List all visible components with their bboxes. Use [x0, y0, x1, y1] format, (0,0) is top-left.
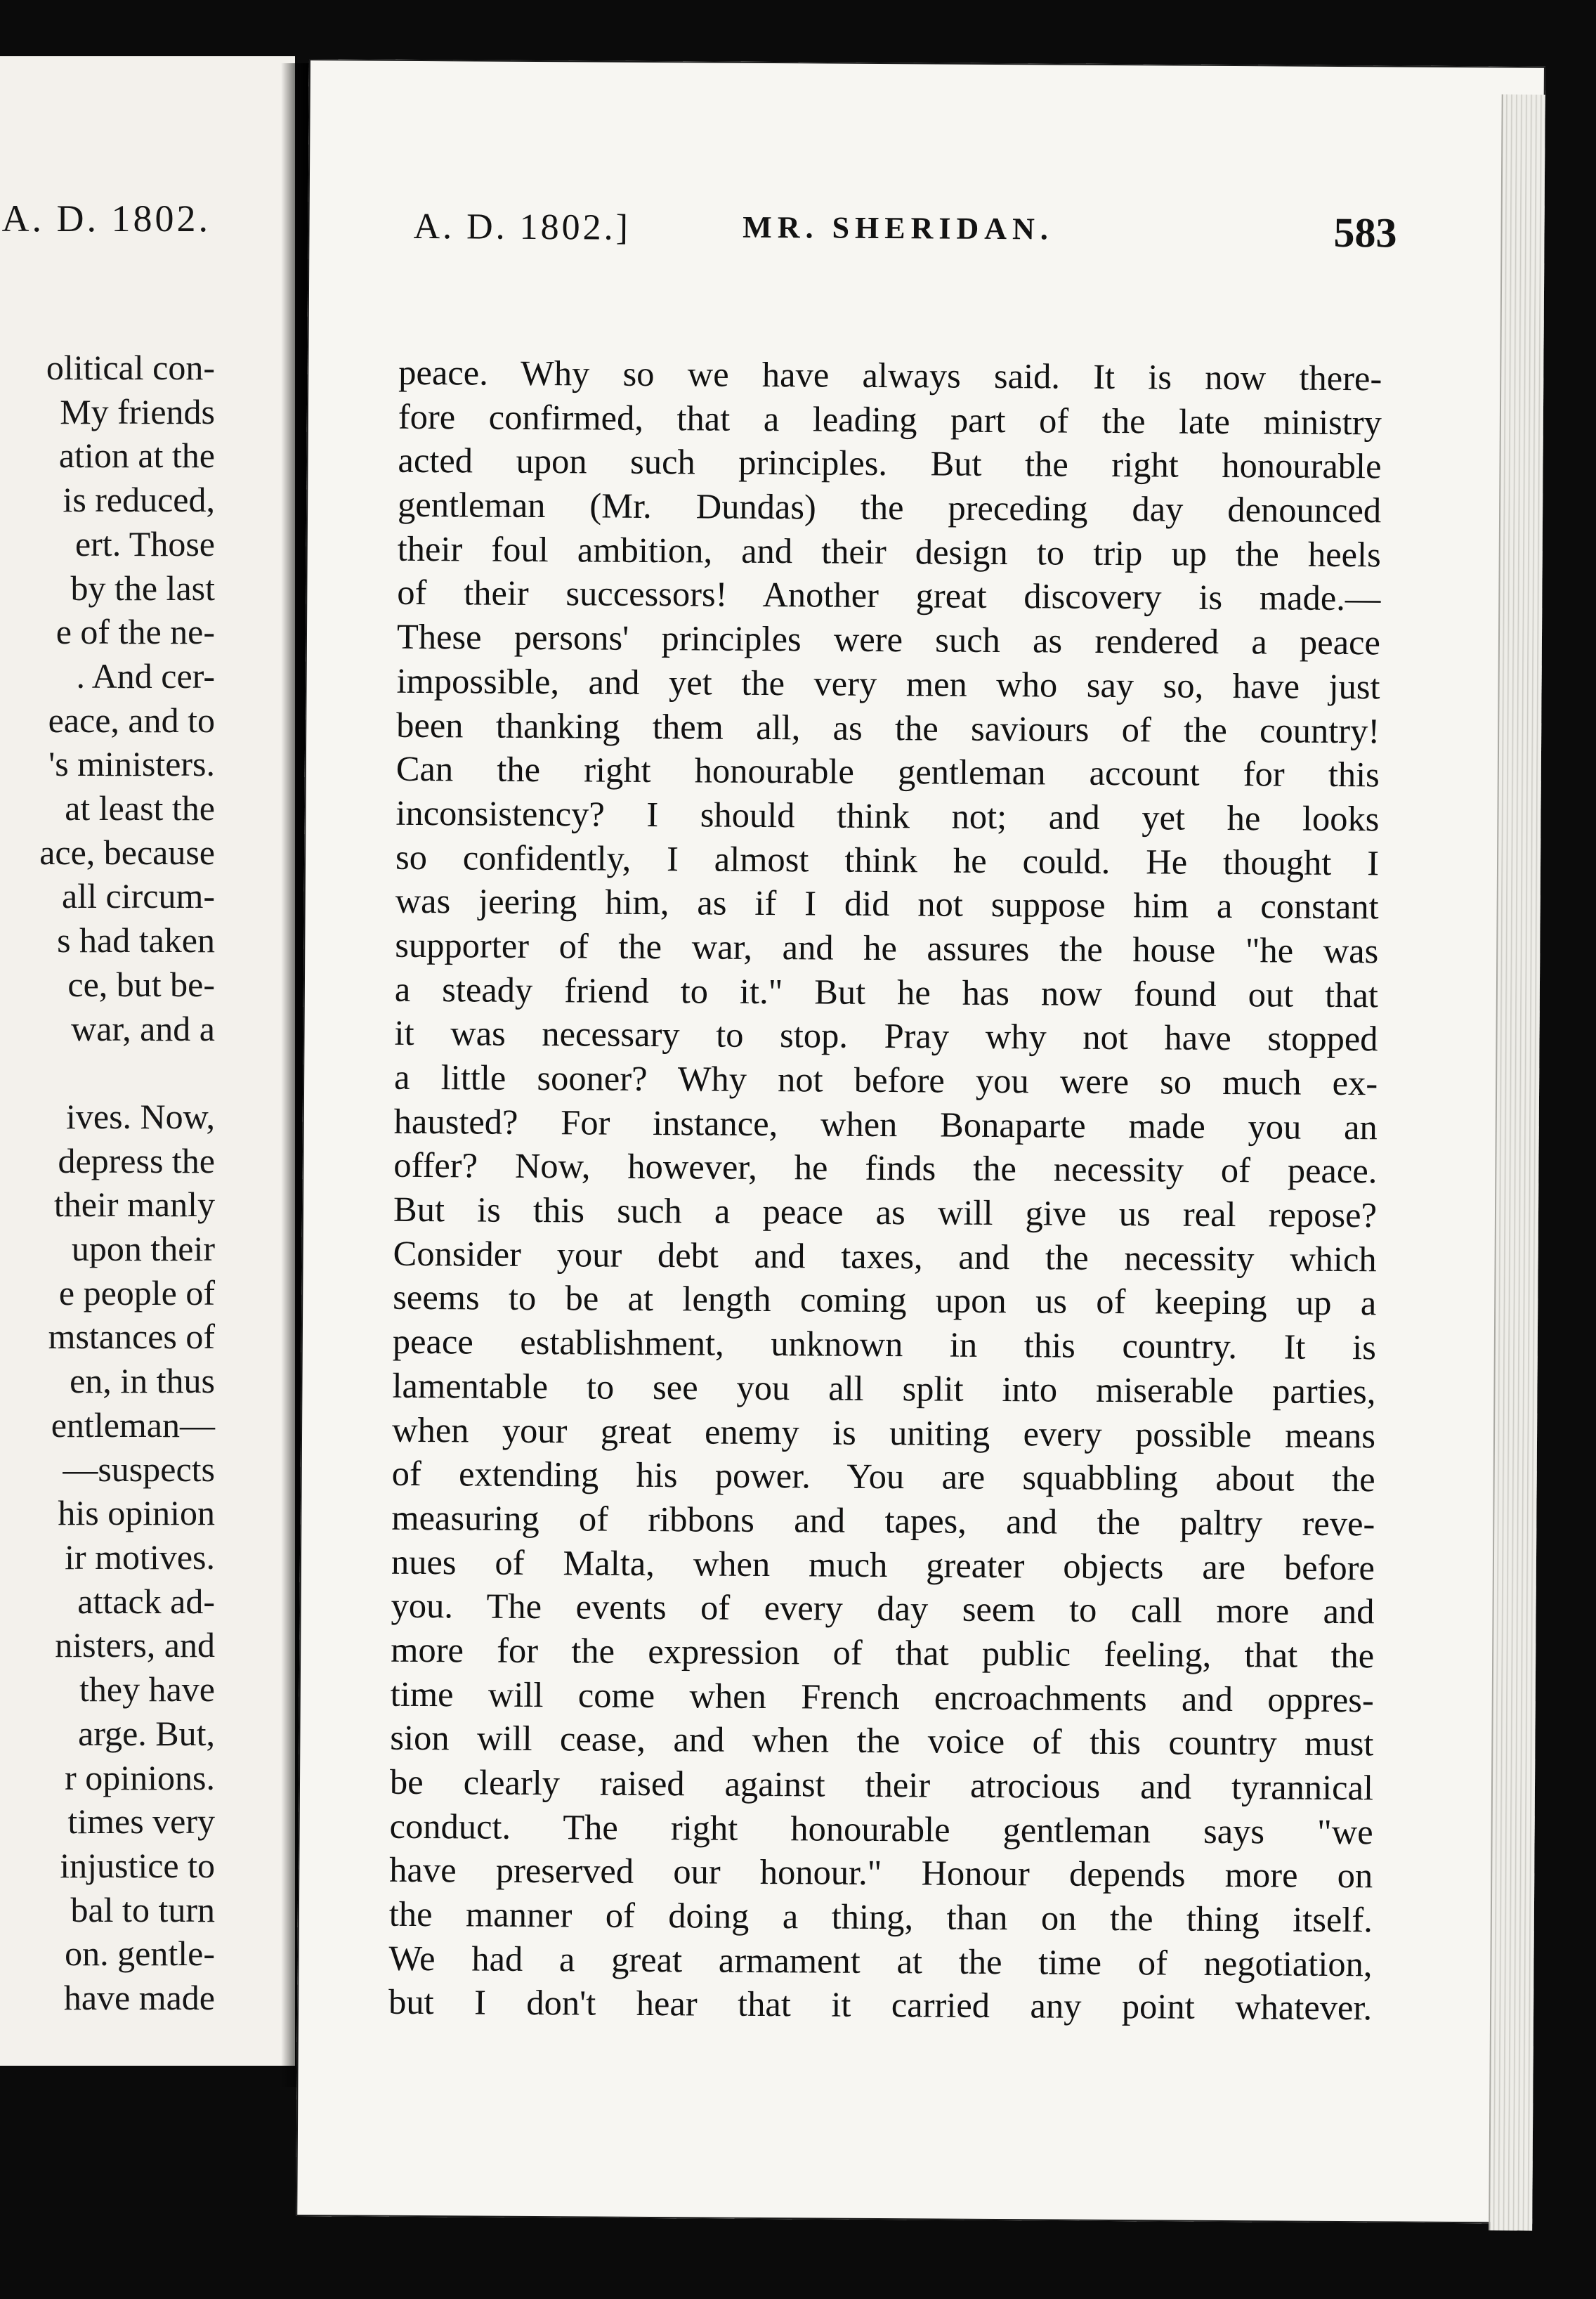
left-page	[0, 56, 295, 2066]
text-line: you. The events of every day seem to call more and	[391, 1586, 1375, 1632]
running-head-title: MR. SHERIDAN.	[743, 209, 1054, 247]
left-page-line: nisters, and	[55, 1625, 215, 1665]
left-page-line: bal to turn	[70, 1889, 215, 1929]
text-line: supporter of the war, and he assures the house "he was	[395, 925, 1379, 971]
text-line: be clearly raised against their atrocious and tyrannical	[389, 1761, 1374, 1808]
left-page-line: times very	[67, 1802, 215, 1842]
left-page-line: My friends	[60, 391, 215, 431]
left-page-line: ives. Now,	[65, 1096, 215, 1136]
left-page-line: eace, and to	[48, 700, 215, 740]
left-page-line: all circum-	[62, 876, 215, 916]
text-line: their foul ambition, and their design to trip up the heels	[397, 528, 1381, 575]
text-line: peace. Why so we have always said. It is now there-	[398, 352, 1382, 398]
text-line: was jeering him, as if I did not suppose him a constant	[395, 881, 1379, 927]
text-line: so confidently, I almost think he could. He thought I	[395, 837, 1380, 883]
left-page-line: injustice to	[60, 1845, 215, 1885]
text-line: measuring of ribbons and tapes, and the paltry reve-	[391, 1497, 1375, 1544]
left-page-line: s had taken	[57, 920, 215, 960]
text-line: hausted? For instance, when Bonaparte made you an	[393, 1101, 1378, 1147]
left-page-line: their manly	[53, 1185, 215, 1225]
left-page-running-head: A. D. 1802.	[1, 197, 211, 240]
text-line: of extending his power. You are squabbling about the	[391, 1453, 1375, 1499]
text-line: We had a great armament at the time of negotiation,	[388, 1938, 1373, 1984]
left-page-line: arge. But,	[78, 1713, 215, 1753]
text-line: fore confirmed, that a leading part of the late ministry	[398, 396, 1382, 443]
text-line: Can the right honourable gentleman account for this	[395, 748, 1380, 795]
text-line: gentleman (Mr. Dundas) the preceding day denounced	[397, 484, 1382, 530]
left-page-line: upon their	[71, 1229, 215, 1269]
left-page-line: on. gentle-	[65, 1934, 215, 1974]
left-page-line: war, and a	[71, 1008, 215, 1048]
left-page-line	[0, 1050, 215, 1095]
text-line: impossible, and yet the very men who say so, have just	[396, 660, 1380, 707]
left-page-line: —suspects	[63, 1449, 215, 1489]
text-line: been thanking them all, as the saviours of the country!	[396, 705, 1380, 750]
left-page-line: ir motives.	[65, 1537, 215, 1577]
left-page-line: by the last	[70, 568, 215, 608]
left-page-line: e people of	[58, 1272, 215, 1313]
left-page-line: at least the	[65, 788, 215, 828]
text-line: These persons' principles were such as rendered a peace	[396, 616, 1381, 663]
text-line: when your great enemy is uniting every possible means	[391, 1409, 1376, 1455]
left-page-line: depress the	[58, 1140, 215, 1180]
text-line: acted upon such principles. But the right honourable	[398, 441, 1382, 486]
text-line: peace establishment, unknown in this country. It is	[392, 1321, 1376, 1367]
text-line: a little sooner? Why not before you were so much ex-	[393, 1057, 1378, 1103]
left-page-line: they have	[79, 1669, 215, 1709]
left-page-line: is reduced,	[63, 480, 215, 520]
left-page-line: his opinion	[58, 1493, 215, 1533]
left-page-line: ce, but be-	[67, 964, 215, 1004]
text-line: seems to be at length coming upon us of keeping up a	[393, 1277, 1377, 1323]
left-page-line: entleman—	[51, 1405, 215, 1445]
left-page-line: have made	[63, 1978, 215, 2018]
text-line: it was necessary to stop. Pray why not have stopped	[394, 1013, 1378, 1059]
left-page-line: r opinions.	[65, 1757, 215, 1797]
text-line: offer? Now, however, he finds the necessity of peace.	[393, 1145, 1378, 1191]
text-line: of their successors! Another great discovery is made.—	[397, 573, 1381, 618]
text-line: a steady friend to it." But he has now found out that	[394, 969, 1379, 1015]
text-line: lamentable to see you all split into miserable parties,	[392, 1365, 1376, 1412]
left-page-line: ation at the	[58, 436, 215, 476]
text-line: inconsistency? I should think not; and yet he looks	[395, 793, 1380, 839]
left-page-line: mstances of	[48, 1317, 215, 1357]
text-line: But is this such a peace as will give us real repose?	[393, 1189, 1378, 1235]
text-line: nues of Malta, when much greater objects are before	[391, 1542, 1375, 1587]
text-line: time will come when French encroachments and oppres-	[390, 1674, 1374, 1719]
left-page-line: e of the ne-	[55, 612, 215, 652]
left-page-line: ace, because	[39, 832, 215, 872]
left-page-line: . And cer-	[76, 656, 215, 696]
page-fore-edge	[1489, 94, 1545, 2230]
running-head	[399, 206, 1396, 261]
left-page-text-column	[0, 346, 215, 2020]
page-number: 583	[1333, 209, 1397, 256]
text-line: the manner of doing a thing, than on the thing itself.	[388, 1894, 1373, 1940]
page-body-text	[388, 351, 1382, 2031]
text-line: more for the expression of that public feeling, that the	[391, 1629, 1375, 1676]
left-page-line: ert. Those	[74, 523, 215, 564]
running-head-date: A. D. 1802.]	[413, 206, 632, 248]
right-page	[296, 59, 1545, 2224]
text-line: conduct. The right honourable gentleman says "we	[389, 1806, 1373, 1851]
left-page-line: attack ad-	[77, 1581, 215, 1621]
left-page-line: olitical con-	[46, 348, 215, 387]
text-line: sion will cease, and when the voice of this country must	[390, 1718, 1374, 1764]
text-line: have preserved our honour." Honour depends more on	[389, 1850, 1373, 1896]
text-line: but I don't hear that it carried any point whatever.	[388, 1982, 1373, 2028]
left-page-line: 's ministers.	[48, 744, 215, 784]
left-page-line: en, in thus	[70, 1361, 215, 1401]
text-line: Consider your debt and taxes, and the necessity which	[393, 1233, 1377, 1279]
